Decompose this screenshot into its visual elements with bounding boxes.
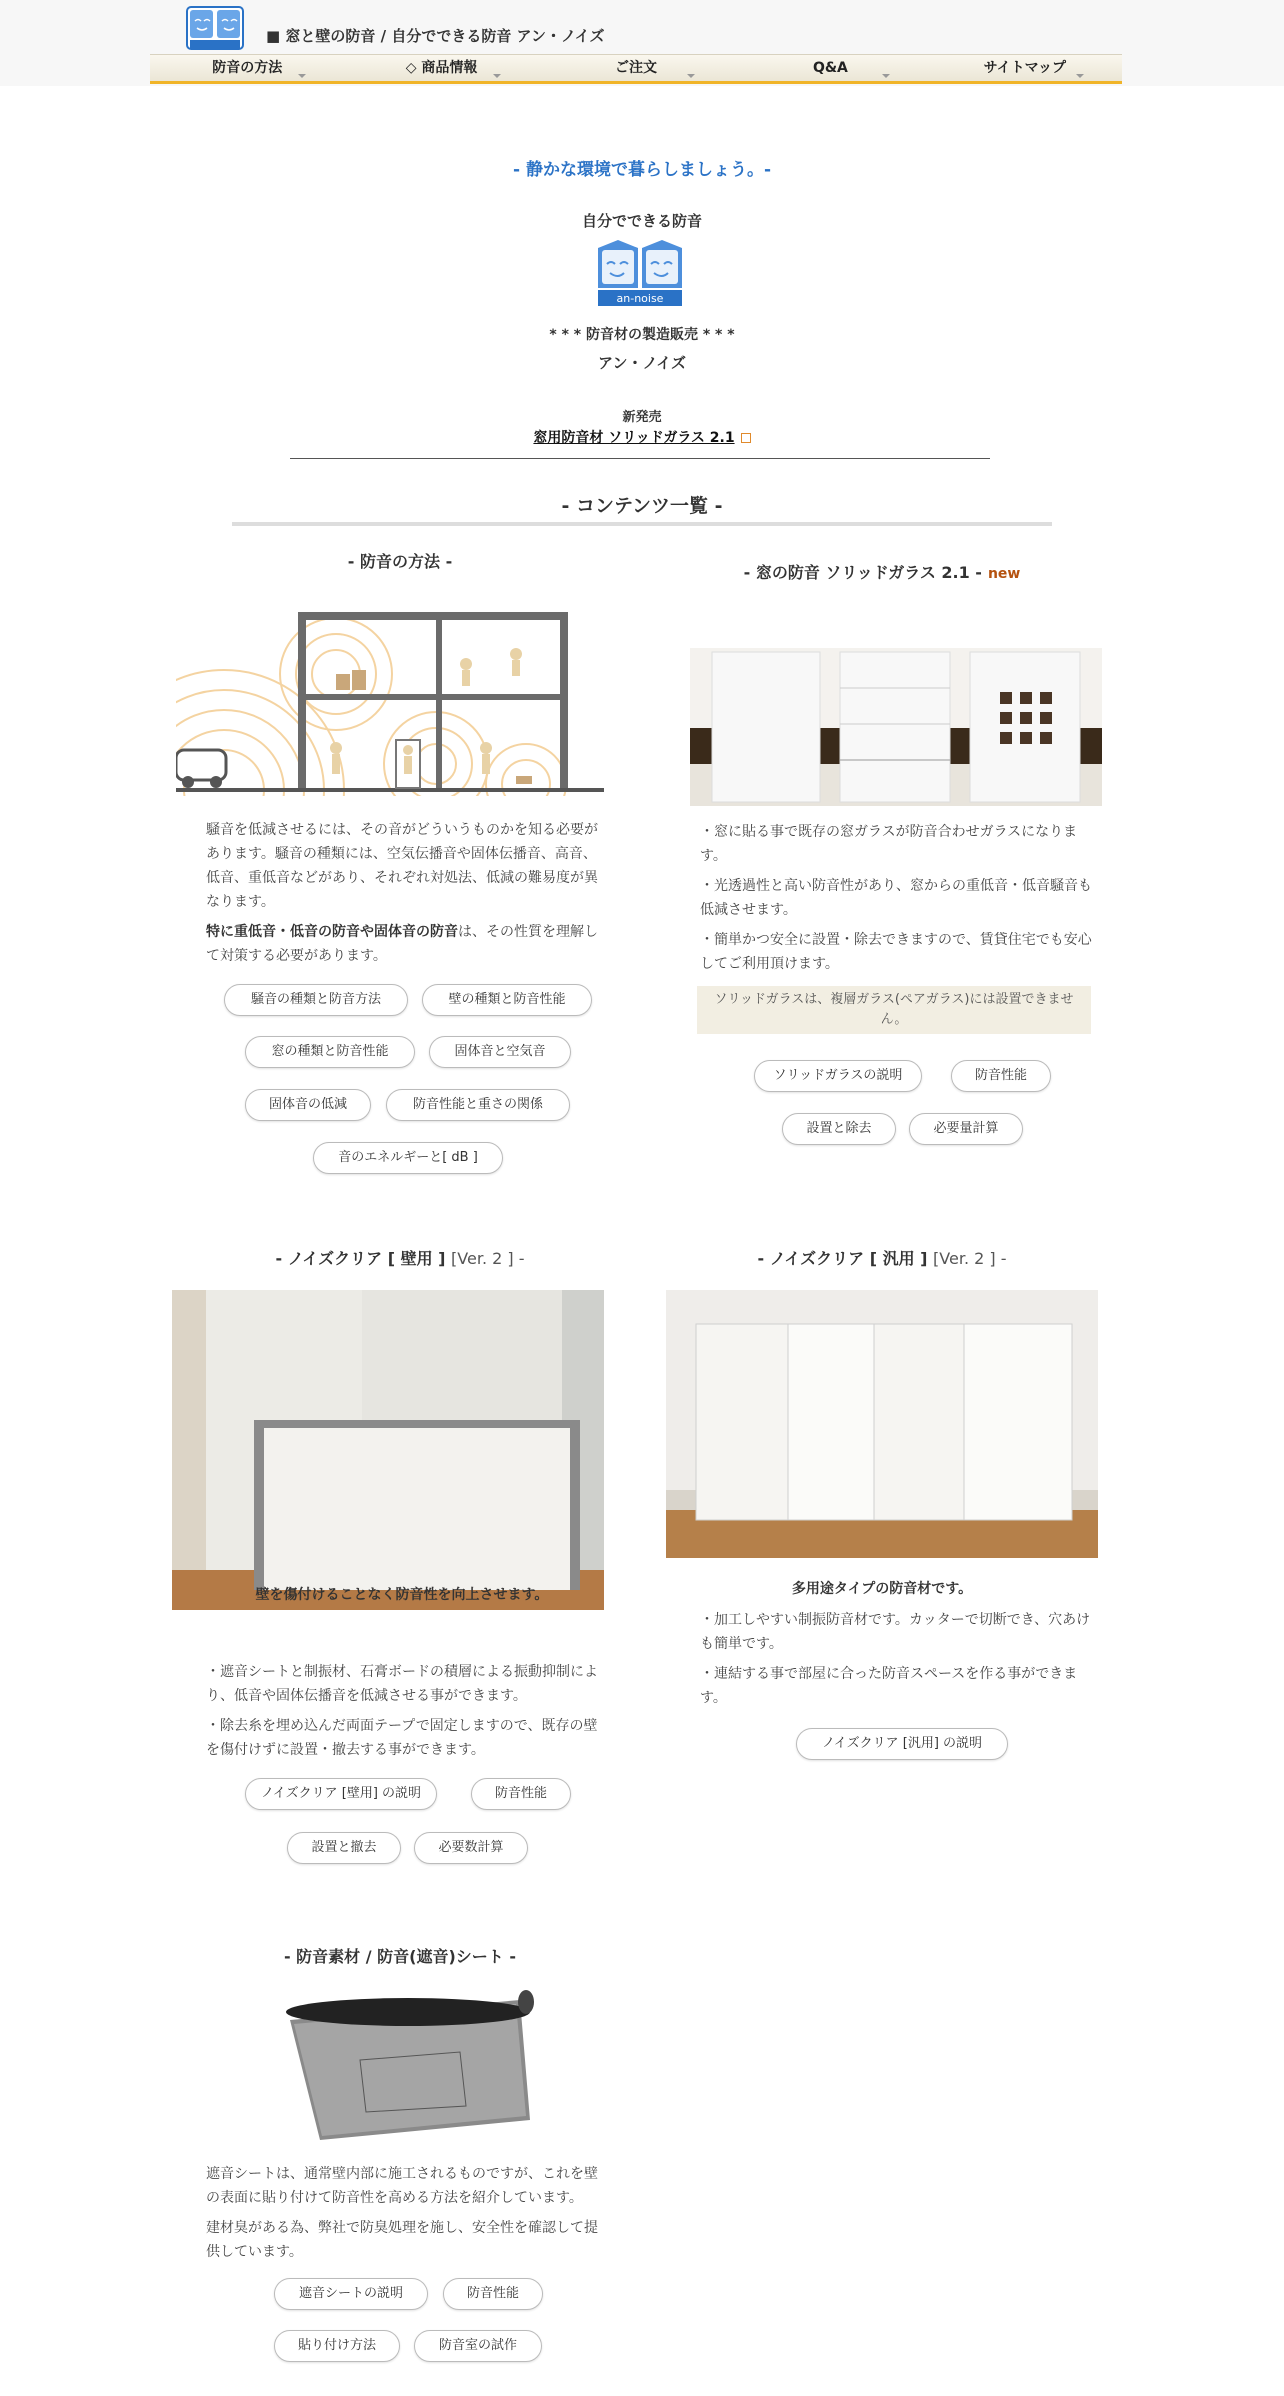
nav-item-method[interactable]: 防音の方法 (150, 55, 344, 81)
glass-paragraph: ・窓に貼る事で既存の窓ガラスが防音合わせガラスになります。 (700, 824, 1078, 864)
main-nav (150, 54, 1122, 84)
divider (290, 458, 990, 459)
general-title: - ノイズクリア [ 汎用 ] [Ver. 2 ] - (757, 1249, 1007, 1268)
glass-paragraph: ・簡単かつ安全に設置・除去できますので、賃貸住宅でも安心してご利用頂けます。 (700, 932, 1092, 972)
glass-paragraph: ・光透過性と高い防音性があり、窓からの重低音・低音騒音も低減させます。 (700, 878, 1092, 918)
site-header (150, 0, 1122, 54)
hero-subtitle: 自分でできる防音 (581, 212, 702, 230)
sound-sheet-image[interactable] (280, 1990, 540, 2150)
sheet-performance-button[interactable]: 防音性能 (443, 2278, 543, 2310)
method-title: - 防音の方法 - (347, 552, 453, 571)
chevron-down-icon (493, 74, 501, 78)
glass-install-button[interactable]: 設置と除去 (782, 1113, 896, 1145)
sheet-attach-button[interactable]: 貼り付け方法 (274, 2330, 400, 2362)
nav-item-order[interactable]: ご注文 (539, 55, 733, 81)
wall-paragraph: ・除去糸を埋め込んだ両面テープで固定しますので、既存の壁を傷付けずに設置・撤去する事ができます。 (206, 1718, 598, 1758)
new-release-label: 新発売 (622, 410, 662, 425)
solid-sound-reduction-button[interactable]: 固体音の低減 (245, 1089, 371, 1121)
new-product-link[interactable]: 窓用防音材 ソリッドガラス 2.1 (0, 427, 1284, 447)
glass-description (700, 820, 1094, 982)
wall-paragraph: ・遮音シートと制振材、石膏ボードの積層による振動抑制により、低音や固体伝播音を低減させる事ができます。 (206, 1664, 598, 1704)
sheet-paragraph: 建材臭がある為、弊社で防臭処理を施し、安全性を確認して提供しています。 (206, 2220, 598, 2260)
sheet-description (206, 2162, 602, 2270)
noise-types-button[interactable]: 騒音の種類と防音方法 (224, 984, 408, 1016)
chevron-down-icon (298, 74, 306, 78)
brand-name: アン・ノイズ (598, 354, 686, 372)
sound-energy-db-button[interactable]: 音のエネルギーと[ dB ] (313, 1142, 503, 1174)
sound-diagram-image[interactable] (176, 604, 604, 796)
noise-clear-general-image[interactable] (666, 1290, 1098, 1558)
glass-calc-button[interactable]: 必要量計算 (909, 1113, 1023, 1145)
nav-item-qa[interactable]: Q&A (733, 55, 927, 81)
wall-description (206, 1660, 598, 1768)
glass-title: - 窓の防音 ソリッドガラス 2.1 - new (743, 563, 1021, 582)
contents-title: - コンテンツ一覧 - (561, 495, 723, 517)
new-badge: new (987, 566, 1021, 582)
wall-title: - ノイズクリア [ 壁用 ] [Ver. 2 ] - (275, 1249, 525, 1268)
svg-text:an-noise: an-noise (616, 292, 664, 305)
chevron-down-icon (1076, 74, 1084, 78)
weight-relation-button[interactable]: 防音性能と重さの関係 (386, 1089, 570, 1121)
sheet-paragraph: 遮音シートは、通常壁内部に施工されるものですが、これを壁の表面に貼り付けて防音性を高める方法を紹介しています。 (206, 2166, 598, 2206)
chevron-down-icon (882, 74, 890, 78)
sheet-prototype-button[interactable]: 防音室の試作 (414, 2330, 542, 2362)
glass-performance-button[interactable]: 防音性能 (951, 1060, 1051, 1092)
wall-types-button[interactable]: 壁の種類と防音性能 (422, 984, 592, 1016)
nav-item-products[interactable]: ◇ 商品情報 (344, 55, 538, 81)
external-link-icon (741, 433, 751, 443)
wall-info-button[interactable]: ノイズクリア [壁用] の説明 (245, 1778, 437, 1810)
wall-calc-button[interactable]: 必要数計算 (414, 1832, 528, 1864)
site-title[interactable]: ■ 窓と壁の防音 / 自分でできる防音 アン・ノイズ (266, 27, 605, 45)
wall-install-button[interactable]: 設置と撤去 (287, 1832, 401, 1864)
window-types-button[interactable]: 窓の種類と防音性能 (245, 1036, 415, 1068)
method-description (206, 818, 598, 974)
noise-clear-wall-image[interactable] (172, 1290, 604, 1610)
sheet-title: - 防音素材 / 防音(遮音)シート - (283, 1947, 517, 1966)
wall-caption: 壁を傷付けることなく防音性を向上させます。 (255, 1587, 549, 1603)
general-paragraph: ・加工しやすい制振防音材です。カッターで切断でき、穴あけも簡単です。 (700, 1612, 1091, 1652)
divider (232, 522, 1052, 526)
solid-glass-info-button[interactable]: ソリッドガラスの説明 (754, 1060, 922, 1092)
nav-item-sitemap[interactable]: サイトマップ (928, 55, 1122, 81)
general-caption: 多用途タイプの防音材です。 (791, 1581, 973, 1597)
solid-air-sound-button[interactable]: 固体音と空気音 (429, 1036, 571, 1068)
general-info-button[interactable]: ノイズクリア [汎用] の説明 (796, 1728, 1008, 1760)
tagline: - 静かな環境で暮らしましょう。- (512, 160, 772, 180)
logo-icon[interactable] (186, 6, 244, 50)
general-paragraph: ・連結する事で部屋に合った防音スペースを作る事ができます。 (700, 1666, 1078, 1706)
method-paragraph: 特に重低音・低音の防音や固体音の防音は、その性質を理解して対策する必要があります。 (206, 924, 598, 964)
maker-line: * * * 防音材の製造販売 * * * (549, 327, 735, 343)
solid-glass-image[interactable] (690, 648, 1102, 806)
chevron-down-icon (687, 74, 695, 78)
sheet-info-button[interactable]: 遮音シートの説明 (274, 2278, 428, 2310)
general-description (700, 1608, 1096, 1716)
wall-performance-button[interactable]: 防音性能 (471, 1778, 571, 1810)
brand-logo-icon (596, 238, 684, 308)
method-paragraph: 騒音を低減させるには、その音がどういうものかを知る必要があります。騒音の種類には、空気伝播音や固体伝播音、高音、低音、重低音などがあり、それぞれ対処法、低減の難易度が異なります。 (206, 822, 598, 910)
glass-notice: ソリッドガラスは、複層ガラス(ペアガラス)には設置できません。 (697, 986, 1091, 1034)
